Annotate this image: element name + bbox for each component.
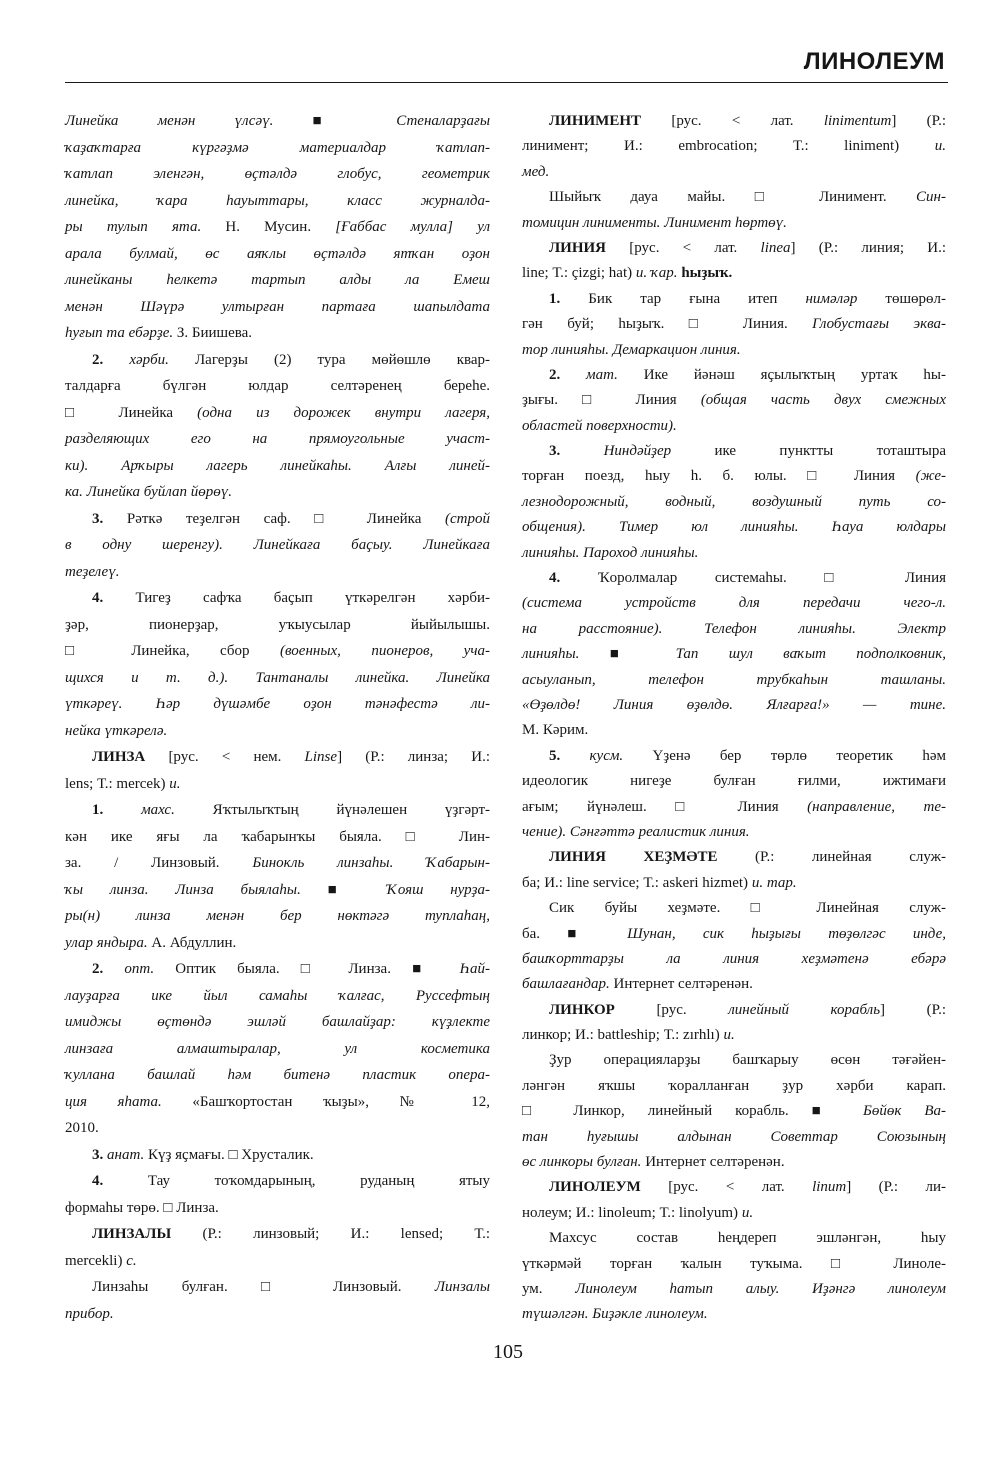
text-run: Интернет селтәренән. <box>613 976 753 993</box>
italic-text: Стеналарҙағы <box>396 113 490 129</box>
dictionary-line <box>522 414 946 439</box>
dictionary-line <box>65 161 490 188</box>
italic-text: башлағандар. <box>522 976 614 993</box>
bold-text: 3. <box>549 443 604 460</box>
bold-text: 5. <box>549 747 590 764</box>
italic-text: ки). Арҡыры лагерь линейкаһы. Алғы линей- <box>65 457 490 474</box>
dictionary-paragraph <box>522 1226 946 1328</box>
dictionary-line <box>522 490 946 515</box>
text-run: талдарға бүлгән юлдар селтәренең береһе. <box>65 378 490 394</box>
text-run: Тигеҙ сафҡа баҫып үткәрелгән хәрби- <box>135 590 490 606</box>
dictionary-line <box>522 1302 946 1327</box>
text-run: нолеум; И.: linoleum; Т.: linolyum) <box>522 1204 742 1221</box>
text-run: lens; Т.: mercek) <box>65 775 170 792</box>
dictionary-line <box>522 160 946 185</box>
dictionary-line <box>65 320 490 347</box>
text-run: М. Кәрим. <box>522 722 589 739</box>
dictionary-line <box>522 668 946 693</box>
dictionary-line <box>522 1150 946 1175</box>
italic-text: Шунан, сик һыҙығы төҙөлгәс инде, <box>627 925 946 942</box>
bold-text: 4. <box>549 570 598 587</box>
text-run: [рус. < лат. <box>629 239 761 256</box>
italic-text: мат. <box>586 366 644 383</box>
italic-text: Ниндәйҙер <box>603 443 672 460</box>
italic-text: опт. <box>124 961 176 977</box>
text-run: 2010. <box>65 1120 99 1136</box>
dictionary-paragraph <box>65 797 490 956</box>
italic-text: Ҡояш нурҙа- <box>386 881 490 898</box>
text-run: А. Абдуллин. <box>151 934 237 951</box>
italic-text: имиджы өҫтөндә эшләй башлайҙар: күҙлекте <box>65 1014 490 1030</box>
italic-text: теҙелеү. <box>65 563 120 580</box>
headword: ЛИНИЯ <box>549 239 630 256</box>
bold-text: 2. <box>92 351 130 368</box>
text-run: Ике йәнәш яҫылыҡтың уртаҡ һы- <box>643 366 947 383</box>
italic-text: на расстояние). Телефон линияһы. Электр <box>522 620 946 637</box>
italic-text: ҡуллана башлай һәм битенә пластик опера- <box>65 1067 490 1083</box>
italic-text: и. <box>169 775 181 792</box>
text-run: үткәрмәй торған ҡалын туҡыма. □ Линоле- <box>522 1255 946 1272</box>
italic-text: Бөйөк Ва- <box>862 1103 947 1120</box>
dictionary-line <box>65 1062 490 1089</box>
italic-text: тор линияһы. Демаркацион линия. <box>522 341 741 358</box>
dictionary-paragraph <box>65 347 490 506</box>
dictionary-line <box>522 845 946 870</box>
text-run: ■ <box>609 646 676 663</box>
dictionary-line <box>522 972 946 997</box>
text-run: ба. ■ <box>522 925 628 942</box>
dictionary-line <box>65 850 490 877</box>
dictionary-line <box>65 506 490 533</box>
dictionary-line <box>522 109 946 134</box>
dictionary-line <box>65 665 490 692</box>
headword: ЛИНЗА <box>92 749 169 765</box>
bold-text: 2. <box>92 961 125 977</box>
italic-text: ҡатлап эленгән, өҫтәлдә глобус, геометрик <box>65 166 490 182</box>
text-run: ] (Р.: ли- <box>846 1179 946 1196</box>
dictionary-paragraph <box>522 1048 946 1175</box>
italic-text: кусм. <box>589 747 653 764</box>
dictionary-line <box>522 261 946 286</box>
bold-text: 4. <box>92 1173 148 1189</box>
text-run: Шыйыҡ дауа майы. □ Линимент. <box>549 189 917 206</box>
dictionary-paragraph <box>65 1274 490 1327</box>
italic-text: разделяющих его на прямоугольные участ- <box>65 431 490 447</box>
dictionary-line <box>65 1089 490 1116</box>
italic-text: linea <box>760 239 791 256</box>
italic-text: ция яһата. <box>65 1093 193 1110</box>
headword: ЛИНОЛЕУМ <box>549 1179 669 1196</box>
dictionary-line <box>522 464 946 489</box>
dictionary-paragraph <box>522 236 946 287</box>
italic-text: (общая часть двух смежных <box>700 392 946 409</box>
dictionary-paragraph <box>522 998 946 1049</box>
dictionary-line <box>65 135 490 162</box>
text-run: «Башҡортостан ҡыҙы», № 12, <box>192 1093 490 1110</box>
dictionary-line <box>522 642 946 667</box>
dictionary-line <box>522 591 946 616</box>
italic-text: и. <box>934 138 946 155</box>
text-run: ҙығы. □ Линия <box>522 392 701 409</box>
dictionary-paragraph <box>65 744 490 797</box>
italic-text: linimentum <box>823 113 892 129</box>
dictionary-paragraph <box>65 1142 490 1169</box>
text-run: Күҙ яҫмағы. □ Хрусталик. <box>147 1146 314 1163</box>
dictionary-paragraph <box>522 363 946 439</box>
running-head: ЛИНОЛЕУМ <box>803 48 945 75</box>
text-run: төшөрөл- <box>857 290 946 307</box>
dictionary-line <box>522 134 946 159</box>
dictionary-line <box>65 214 490 241</box>
dictionary-line <box>65 400 490 427</box>
italic-text: щихся и т. д.). Тантаналы линейка. Линейка <box>65 669 490 686</box>
italic-text: [Ғаббас мулла] ул <box>335 219 491 235</box>
dictionary-line <box>522 617 946 642</box>
text-run: Линзаһы булған. □ Линзовый. <box>92 1279 435 1295</box>
italic-text: махс. <box>141 802 213 818</box>
header-rule <box>65 82 948 83</box>
italic-text: лауҙарға ике йыл самаһы ҡалғас, Руссефтың <box>65 987 490 1004</box>
italic-text: һуғып та ебәрҙе. <box>65 325 177 341</box>
text-run: ағым; йүнәлеш. □ Линия <box>522 798 808 815</box>
dictionary-line <box>65 1301 490 1328</box>
italic-text: прибор. <box>65 1305 114 1322</box>
dictionary-line <box>65 585 490 612</box>
italic-text: хәрби. <box>129 351 195 368</box>
bold-text: 1. <box>92 802 142 818</box>
text-run: line; Т.: çizgi; hat) <box>522 265 636 282</box>
dictionary-line <box>65 108 490 135</box>
dictionary-line <box>65 797 490 824</box>
dictionary-line <box>65 744 490 771</box>
dictionary-line <box>522 338 946 363</box>
text-run: формаһы төрө. □ Линза. <box>65 1199 219 1216</box>
italic-text: чение). Сәнғәттә реалистик линия. <box>522 823 750 840</box>
dictionary-line <box>65 983 490 1010</box>
dictionary-line <box>522 211 946 236</box>
text-run: кән ике яғы ла ҡабарынҡы быяла. □ Лин- <box>65 828 490 845</box>
text-run: Интернет селтәренән. <box>645 1154 785 1171</box>
italic-text: «Өҙөлдө! Линия өҙөлдө. Ялғарға!» — тине. <box>522 696 946 713</box>
italic-text: томицин линименты. Линимент һөртөү. <box>522 214 787 231</box>
text-run: [рус. < лат. <box>671 113 824 129</box>
dictionary-line <box>522 541 946 566</box>
dictionary-paragraph <box>522 1175 946 1226</box>
italic-text: и. <box>741 1204 754 1221</box>
dictionary-line <box>65 1009 490 1036</box>
text-run: линкор; И.: battleship; Т.: zırhlı) <box>522 1027 724 1044</box>
headword: ЛИНИЯ ХЕҘМӘТЕ <box>549 849 756 866</box>
italic-text: арала булмай, өс аяҡлы өҫтәлдә ятҡан оҙон <box>65 245 490 262</box>
bold-text: 2. <box>549 366 587 383</box>
italic-text: башҡорттарҙы ла линия хеҙмәтенә ебәрә <box>522 950 946 967</box>
text-run: (Р.: линейная служ- <box>755 849 947 866</box>
italic-text: и. <box>723 1027 735 1044</box>
text-run: Оптик быяла. □ Линза. ■ <box>175 961 460 977</box>
dictionary-paragraph <box>522 566 946 744</box>
text-run: Сик буйы хеҙмәте. □ Линейная служ- <box>549 900 946 917</box>
dictionary-line <box>522 769 946 794</box>
text-run: [рус. <box>656 1001 729 1018</box>
text-run: ■ <box>327 881 387 898</box>
dictionary-line <box>522 1074 946 1099</box>
dictionary-line <box>65 267 490 294</box>
text-run: Лагерҙы (2) тура мөйөшлө квар- <box>194 351 491 368</box>
text-run: линимент; И.: embrocation; Т.: liniment) <box>522 138 935 155</box>
italic-text: линейка, ҡара һауыттары, класс журналда- <box>65 192 490 209</box>
dictionary-line <box>522 566 946 591</box>
italic-text: Тап шул ваҡыт подполковник, <box>675 646 947 663</box>
italic-text: анат. <box>107 1146 148 1163</box>
text-run: ] (Р.: <box>880 1001 946 1018</box>
dictionary-paragraph <box>522 287 946 363</box>
dictionary-line <box>522 1226 946 1251</box>
italic-text: лезнодорожный, водный, воздушный путь со- <box>522 493 946 510</box>
dictionary-line <box>522 795 946 820</box>
italic-text: (направление, те- <box>807 798 947 815</box>
dictionary-line <box>522 1125 946 1150</box>
dictionary-paragraph <box>522 109 946 185</box>
italic-text: (система устройств для передачи чего-л. <box>522 595 946 612</box>
text-run: [рус. < нем. <box>168 749 305 765</box>
dictionary-line <box>522 998 946 1023</box>
italic-text: Linse <box>304 749 338 765</box>
text-run: ] (Р.: линза; И.: <box>337 749 490 765</box>
text-run: Рәткә теҙелгән саф. □ Линейка <box>126 510 446 527</box>
dictionary-line <box>65 1142 490 1169</box>
dictionary-line <box>65 1168 490 1195</box>
italic-text: Бинокль линзаһы. Ҡабарын- <box>252 855 490 871</box>
italic-text: общения). Тимер юл линияһы. Һауа юлдары <box>522 519 946 536</box>
dictionary-line <box>522 287 946 312</box>
text-run: mercekli) <box>65 1252 127 1269</box>
dictionary-line <box>522 1048 946 1073</box>
dictionary-paragraph <box>65 585 490 744</box>
dictionary-line <box>65 1115 490 1142</box>
italic-text: линияһы. Пароход линияһы. <box>522 544 699 561</box>
dictionary-line <box>65 559 490 586</box>
text-run: ике пунктты тоташтыра <box>671 443 946 460</box>
dictionary-line <box>522 1277 946 1302</box>
dictionary-line <box>65 612 490 639</box>
text-run: ] (Р.: линия; И.: <box>790 239 946 256</box>
dictionary-line <box>522 312 946 337</box>
headword: ЛИНКОР <box>549 1001 657 1018</box>
dictionary-line <box>65 241 490 268</box>
dictionary-line <box>65 930 490 957</box>
text-run: ум. <box>522 1280 576 1297</box>
text-run: гән буй; һыҙыҡ. □ Линия. <box>522 316 813 333</box>
dictionary-line <box>522 439 946 464</box>
dictionary-line <box>65 824 490 851</box>
italic-text: и. ҡар. <box>635 265 682 282</box>
text-run: [рус. < лат. <box>668 1179 813 1196</box>
text-run: Тау тоҡомдарының, руданың ятыу <box>147 1173 491 1189</box>
italic-text: Һай- <box>459 961 491 977</box>
dictionary-line <box>522 871 946 896</box>
dictionary-line <box>522 515 946 540</box>
dictionary-paragraph <box>65 506 490 586</box>
bold-text: 4. <box>92 590 136 606</box>
dictionary-line <box>522 1175 946 1200</box>
italic-text: Линолеум һатып алыу. Иҙәнгә линолеум <box>575 1280 947 1297</box>
italic-text: Глобустағы эква- <box>812 316 946 333</box>
dictionary-line <box>522 1099 946 1124</box>
dictionary-line <box>65 188 490 215</box>
text-run: Яҡтылыҡтың йүнәлешен үҙгәрт- <box>212 802 490 818</box>
dictionary-line <box>522 363 946 388</box>
text-run: □ Линейка <box>65 404 198 421</box>
italic-text: линейный корабль <box>728 1001 881 1018</box>
text-run: ■ <box>312 113 397 129</box>
headword: ЛИНИМЕНТ <box>549 113 672 129</box>
italic-text: Линейка менән үлсәү. <box>65 113 313 129</box>
italic-text: ҡы линза. Линза быялаһы. <box>65 881 328 898</box>
dictionary-line <box>65 638 490 665</box>
dictionary-line <box>65 426 490 453</box>
dictionary-line <box>522 896 946 921</box>
italic-text: с. <box>126 1252 137 1269</box>
dictionary-paragraph <box>522 185 946 236</box>
dictionary-paragraph <box>65 1168 490 1221</box>
text-run: торған поезд, һыу һ. б. юлы. □ Линия <box>522 468 916 485</box>
italic-text: linum <box>812 1179 847 1196</box>
text-run: ләнгән яҡшы ҡоралланған ҙур хәрби карап. <box>522 1077 946 1094</box>
dictionary-line <box>522 1201 946 1226</box>
dictionary-paragraph <box>65 956 490 1142</box>
italic-text: өс линкоры булған. <box>522 1154 646 1171</box>
italic-text: түшәлгән. Биҙәкле линолеум. <box>522 1306 708 1323</box>
text-run: □ Линейка, сбор <box>65 643 280 659</box>
dictionary-line <box>522 718 946 743</box>
text-run: Ҡоролмалар системаһы. □ Линия <box>597 570 946 587</box>
bold-text: 3. <box>92 1146 107 1163</box>
text-run: З. Биишева. <box>176 325 253 341</box>
italic-text: тан һуғышы алдынан Советтар Союзының <box>522 1128 946 1145</box>
italic-text: ҡаҙаҡтарға күргәҙмә материалдар ҡатлап- <box>65 139 490 156</box>
dictionary-line <box>65 532 490 559</box>
page-number: 105 <box>493 1341 523 1363</box>
right-column <box>522 109 946 1328</box>
italic-text: (же- <box>915 468 946 485</box>
italic-text: улар яндыра. <box>65 934 152 951</box>
dictionary-line <box>522 947 946 972</box>
italic-text: асыуланып, телефон трубкаһын ташланы. <box>522 671 946 688</box>
text-run: ба; И.: line service; Т.: askeri hizmet) <box>522 874 752 891</box>
dictionary-line <box>65 1248 490 1275</box>
dictionary-line <box>522 744 946 769</box>
headword: ЛИНЗАЛЫ <box>92 1226 203 1242</box>
dictionary-paragraph <box>522 845 946 896</box>
dictionary-line <box>65 373 490 400</box>
text-run: Махсус состав һеңдереп эшләнгән, һыу <box>549 1230 946 1247</box>
italic-text: ры(н) линза менән бер нөктәгә туплаһаң, <box>65 908 490 924</box>
dictionary-line <box>522 1252 946 1277</box>
dictionary-line <box>65 479 490 506</box>
dictionary-paragraph <box>65 108 490 347</box>
italic-text: (одна из дорожек внутри лагеря, <box>197 404 490 421</box>
left-column <box>65 108 490 1327</box>
dictionary-line <box>65 903 490 930</box>
italic-text: в одну шеренгу). Линейкаға баҫыу. Линейкаға <box>65 537 490 553</box>
italic-text: мед. <box>522 163 550 180</box>
italic-text: Син- <box>916 189 946 206</box>
dictionary-line <box>522 820 946 845</box>
dictionary-paragraph <box>522 439 946 566</box>
text-run: ] (Р.: <box>891 113 947 129</box>
dictionary-line <box>65 1221 490 1248</box>
text-run: Ҙур операцияларҙы башҡарыу өсөн тәғәйен- <box>549 1052 946 1069</box>
dictionary-line <box>522 693 946 718</box>
bold-text: һыҙыҡ. <box>681 265 733 282</box>
italic-text: ка. Линейка буйлап йөрөү. <box>65 484 233 500</box>
italic-text: и. тар. <box>751 874 797 891</box>
dictionary-line <box>65 1274 490 1301</box>
dictionary-paragraph <box>522 744 946 846</box>
dictionary-paragraph <box>522 896 946 998</box>
dictionary-line <box>522 236 946 261</box>
italic-text: линзаға алмаштыралар, ул косметика <box>65 1040 490 1057</box>
text-run: Н. Мусин. <box>225 219 336 235</box>
dictionary-line <box>65 691 490 718</box>
dictionary-line <box>65 294 490 321</box>
italic-text: үткәреү. Һәр дүшәмбе оҙон тәнәфестә ли- <box>65 696 490 712</box>
text-run: Бик тар ғына итеп <box>588 290 806 307</box>
text-run: □ Линкор, линейный корабль. ■ <box>522 1103 863 1120</box>
dictionary-line <box>65 347 490 374</box>
dictionary-line <box>65 771 490 798</box>
dictionary-line <box>522 922 946 947</box>
dictionary-line <box>65 453 490 480</box>
dictionary-line <box>65 877 490 904</box>
dictionary-line <box>65 956 490 983</box>
italic-text: нейка үткәрелә. <box>65 722 168 739</box>
italic-text: линейканы һелкетә тартып алды ла Емеш <box>65 272 490 288</box>
dictionary-line <box>65 718 490 745</box>
text-run: за. / Линзовый. <box>65 855 253 871</box>
bold-text: 3. <box>92 510 127 527</box>
text-run: (Р.: линзовый; И.: lensed; Т.: <box>202 1226 490 1242</box>
dictionary-line <box>522 1023 946 1048</box>
italic-text: линияһы. <box>522 646 610 663</box>
text-run: ҙәр, пионерҙар, уҡыусылар йыйылышы. <box>65 616 490 633</box>
bold-text: 1. <box>549 290 589 307</box>
italic-text: менән Шәүрә ултырған партаға шапылдата <box>65 298 490 315</box>
dictionary-line <box>522 185 946 210</box>
italic-text: Линзалы <box>434 1279 490 1295</box>
italic-text: (военных, пионеров, уча- <box>280 643 490 659</box>
text-run: идеологик нигеҙе булған ғилми, ижтимағи <box>522 773 946 790</box>
text-run: Үҙенә бер төрлө теоретик һәм <box>652 747 946 764</box>
dictionary-paragraph <box>65 1221 490 1274</box>
italic-text: (строй <box>445 510 491 527</box>
dictionary-line <box>65 1195 490 1222</box>
italic-text: нимәләр <box>805 290 858 307</box>
italic-text: ры тулып ята. <box>65 219 226 235</box>
dictionary-line <box>522 388 946 413</box>
dictionary-line <box>65 1036 490 1063</box>
italic-text: областей поверхности). <box>522 417 677 434</box>
